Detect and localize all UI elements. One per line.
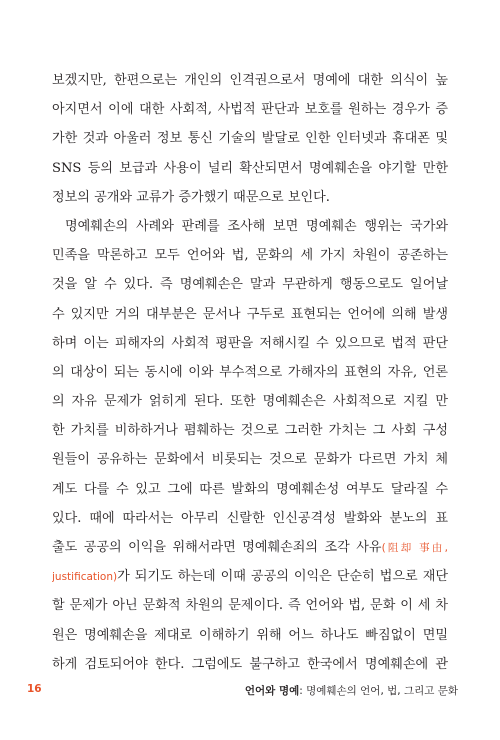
annotation-english: justification) <box>52 571 118 584</box>
paragraph-line: 정보의 공개와 교류가 증가했기 때문으로 보인다. <box>52 189 330 205</box>
paragraph-line: 의 대상이 되는 동시에 이와 부수적으로 가해자의 표현의 자유, 언론 <box>52 364 448 380</box>
page-footer <box>0 683 500 699</box>
paragraph-line-with-annotation <box>52 533 448 562</box>
paragraph-line: 하며 이는 피해자의 사회적 평판을 저해시킬 수 있으므로 법적 판단 <box>52 335 448 351</box>
paragraph-line: 있다. 때에 따라서는 아무리 신랄한 인신공격성 발화와 분노의 표 <box>52 510 448 526</box>
paragraph-line: 것을 알 수 있다. 즉 명예훼손은 말과 무관하게 행동으로도 일어날 <box>52 277 448 293</box>
paragraph-line: 가한 것과 아울러 정보 통신 기술의 발달로 인한 인터넷과 휴대폰 및 <box>52 131 448 147</box>
book-title: 언어와 명예 <box>244 685 300 697</box>
paragraph-line: 민족을 막론하고 모두 언어와 법, 문화의 세 가지 차원이 공존하는 <box>52 248 448 264</box>
paragraph-line: 할 문제가 아닌 문화적 차원의 문제이다. 즉 언어와 법, 문화 이 세 차 <box>52 598 448 614</box>
paragraph-first-line: 명예훼손의 사례와 판례를 조사해 보면 명예훼손 행위는 국가와 <box>65 218 448 234</box>
paragraph-line: 아지면서 이에 대한 사회적, 사법적 판단과 보호를 원하는 경우가 증 <box>52 102 448 118</box>
paragraph-line: 원들이 공유하는 문화에서 비롯되는 것으로 문화가 다르면 가치 체 <box>52 452 448 468</box>
paragraph-line: 수 있지만 거의 대부분은 문서나 구두로 표현되는 언어에 의해 발생 <box>52 306 448 322</box>
page-number: 16 <box>27 683 42 695</box>
paragraph-line: 계도 다를 수 있고 그에 따른 발화의 명예훼손성 여부도 달라질 수 <box>52 481 448 497</box>
paragraph-line: 보겠지만, 한편으로는 개인의 인격권으로서 명예에 대한 의식이 높 <box>52 73 448 88</box>
paragraph-line-text: 출도 공공의 이익을 위해서라면 명예훼손죄의 조각 사유 <box>52 540 382 555</box>
paragraph-line: 한 가치를 비하하거나 폄훼하는 것으로 그러한 가치는 그 사회 구성 <box>52 423 448 439</box>
book-subtitle: : 명예훼손의 언어, 법, 그리고 문화 <box>299 685 458 697</box>
body-text <box>52 66 448 679</box>
annotation-hanja: (阻却 事由, <box>381 542 448 554</box>
paragraph-line: 하게 검토되어야 한다. 그럼에도 불구하고 한국에서 명예훼손에 관 <box>52 656 448 672</box>
paragraph-line-with-annotation <box>52 562 448 591</box>
paragraph-line: 의 자유 문제가 얽히게 된다. 또한 명예훼손은 사회적으로 지킬 만 <box>52 394 448 410</box>
paragraph-line: SNS 등의 보급과 사용이 널리 확산되면서 명예훼손을 야기할 만한 <box>52 160 448 176</box>
running-header <box>245 683 458 698</box>
paragraph-line: 원은 명예훼손을 제대로 이해하기 위해 어느 하나도 빠짐없이 면밀 <box>52 627 448 643</box>
paragraph-line-text: 가 되기도 하는데 이때 공공의 이익은 단순히 법으로 재단 <box>117 569 448 585</box>
